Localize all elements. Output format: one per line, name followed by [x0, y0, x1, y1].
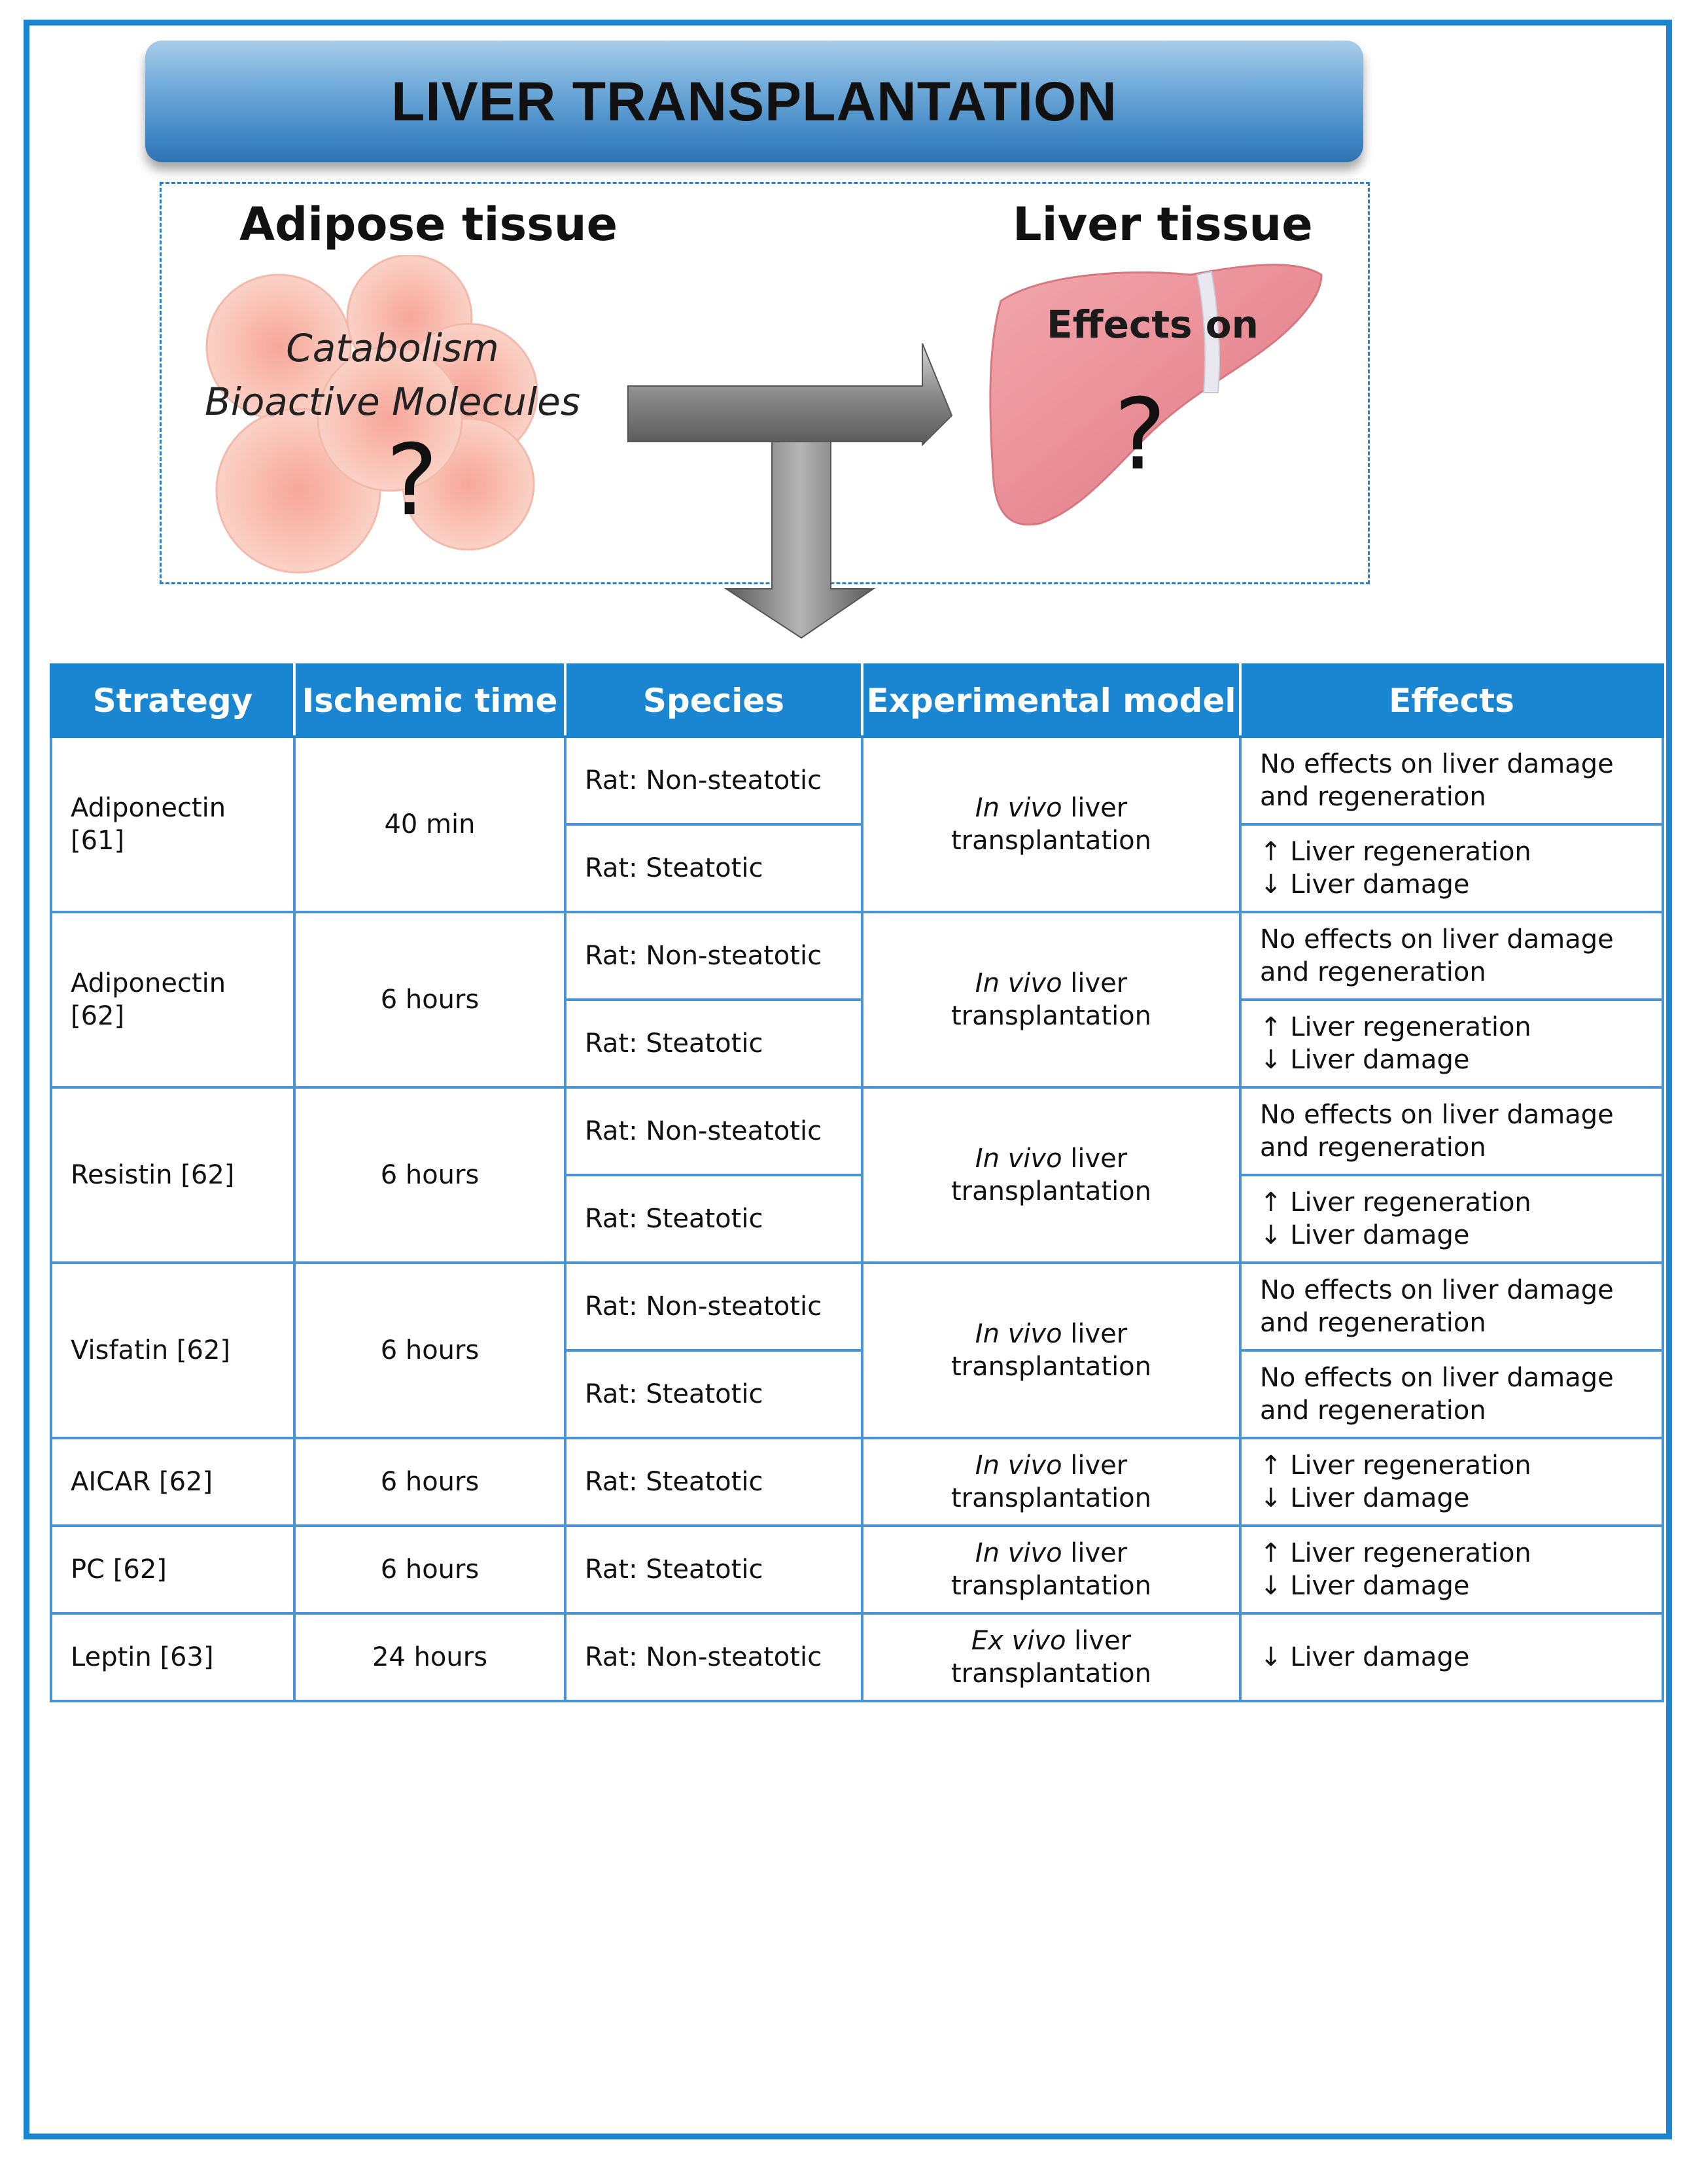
bioactive-molecules-label: Bioactive Molecules [204, 379, 581, 424]
header-experimental-model: Experimental model [862, 665, 1240, 737]
effects-cell: ↓ Liver damage [1240, 1613, 1663, 1701]
liver-tissue-heading: Liver tissue [1013, 198, 1313, 251]
species-cell: Rat: Non-steatotic [565, 1087, 862, 1175]
species-cell: Rat: Steatotic [565, 1438, 862, 1526]
header-effects: Effects [1240, 665, 1663, 737]
species-cell: Rat: Steatotic [565, 1175, 862, 1263]
table-row [51, 1438, 1663, 1526]
model-cell: In vivo liver transplantation [862, 1263, 1240, 1438]
species-cell: Rat: Non-steatotic [565, 912, 862, 1000]
strategy-cell: Leptin [63] [51, 1613, 294, 1701]
effects-cell: No effects on liver damage and regeneration [1240, 912, 1663, 1000]
effects-cell: ↑ Liver regeneration ↓ Liver damage [1240, 824, 1663, 912]
effects-cell: No effects on liver damage and regeneration [1240, 1263, 1663, 1350]
flow-arrows-icon [615, 327, 968, 648]
species-cell: Rat: Steatotic [565, 824, 862, 912]
time-cell: 6 hours [294, 1438, 565, 1526]
effects-cell: No effects on liver damage and regeneration [1240, 737, 1663, 824]
strategy-cell: Adiponectin [62] [51, 912, 294, 1087]
effects-on-label: Effects on [1047, 302, 1259, 347]
species-cell: Rat: Steatotic [565, 1350, 862, 1438]
liver-question-mark: ? [1114, 378, 1166, 492]
table-row [51, 912, 1663, 1000]
strategy-cell: AICAR [62] [51, 1438, 294, 1526]
time-cell: 6 hours [294, 1263, 565, 1438]
species-cell: Rat: Non-steatotic [565, 1263, 862, 1350]
catabolism-label: Catabolism [286, 326, 499, 370]
adipose-tissue-heading: Adipose tissue [239, 198, 618, 251]
species-cell: Rat: Steatotic [565, 1000, 862, 1087]
time-cell: 40 min [294, 737, 565, 912]
model-cell: In vivo liver transplantation [862, 1526, 1240, 1613]
time-cell: 24 hours [294, 1613, 565, 1701]
effects-cell: ↑ Liver regeneration ↓ Liver damage [1240, 1438, 1663, 1526]
table-row [51, 1087, 1663, 1175]
model-cell: In vivo liver transplantation [862, 1087, 1240, 1263]
model-cell: In vivo liver transplantation [862, 912, 1240, 1087]
time-cell: 6 hours [294, 1526, 565, 1613]
header-strategy: Strategy [51, 665, 294, 737]
table-row [51, 737, 1663, 824]
strategy-cell: Visfatin [62] [51, 1263, 294, 1438]
title-banner [145, 41, 1363, 162]
strategy-cell: Resistin [62] [51, 1087, 294, 1263]
table-row [51, 1263, 1663, 1350]
header-ischemic-time: Ischemic time [294, 665, 565, 737]
model-cell: In vivo liver transplantation [862, 737, 1240, 912]
model-cell: Ex vivo liver transplantation [862, 1613, 1240, 1701]
effects-cell: ↑ Liver regeneration ↓ Liver damage [1240, 1000, 1663, 1087]
adipose-question-mark: ? [386, 424, 438, 538]
model-cell: In vivo liver transplantation [862, 1438, 1240, 1526]
table-row [51, 1526, 1663, 1613]
time-cell: 6 hours [294, 912, 565, 1087]
effects-cell: No effects on liver damage and regeneration [1240, 1350, 1663, 1438]
effects-cell: ↑ Liver regeneration ↓ Liver damage [1240, 1526, 1663, 1613]
effects-cell: ↑ Liver regeneration ↓ Liver damage [1240, 1175, 1663, 1263]
strategies-table [50, 663, 1664, 1702]
strategy-cell: Adiponectin [61] [51, 737, 294, 912]
table-row [51, 1613, 1663, 1701]
species-cell: Rat: Steatotic [565, 1526, 862, 1613]
species-cell: Rat: Non-steatotic [565, 737, 862, 824]
time-cell: 6 hours [294, 1087, 565, 1263]
figure-title: LIVER TRANSPLANTATION [391, 70, 1117, 132]
species-cell: Rat: Non-steatotic [565, 1613, 862, 1701]
effects-cell: No effects on liver damage and regeneration [1240, 1087, 1663, 1175]
strategy-cell: PC [62] [51, 1526, 294, 1613]
table-header-row [51, 665, 1663, 737]
header-species: Species [565, 665, 862, 737]
